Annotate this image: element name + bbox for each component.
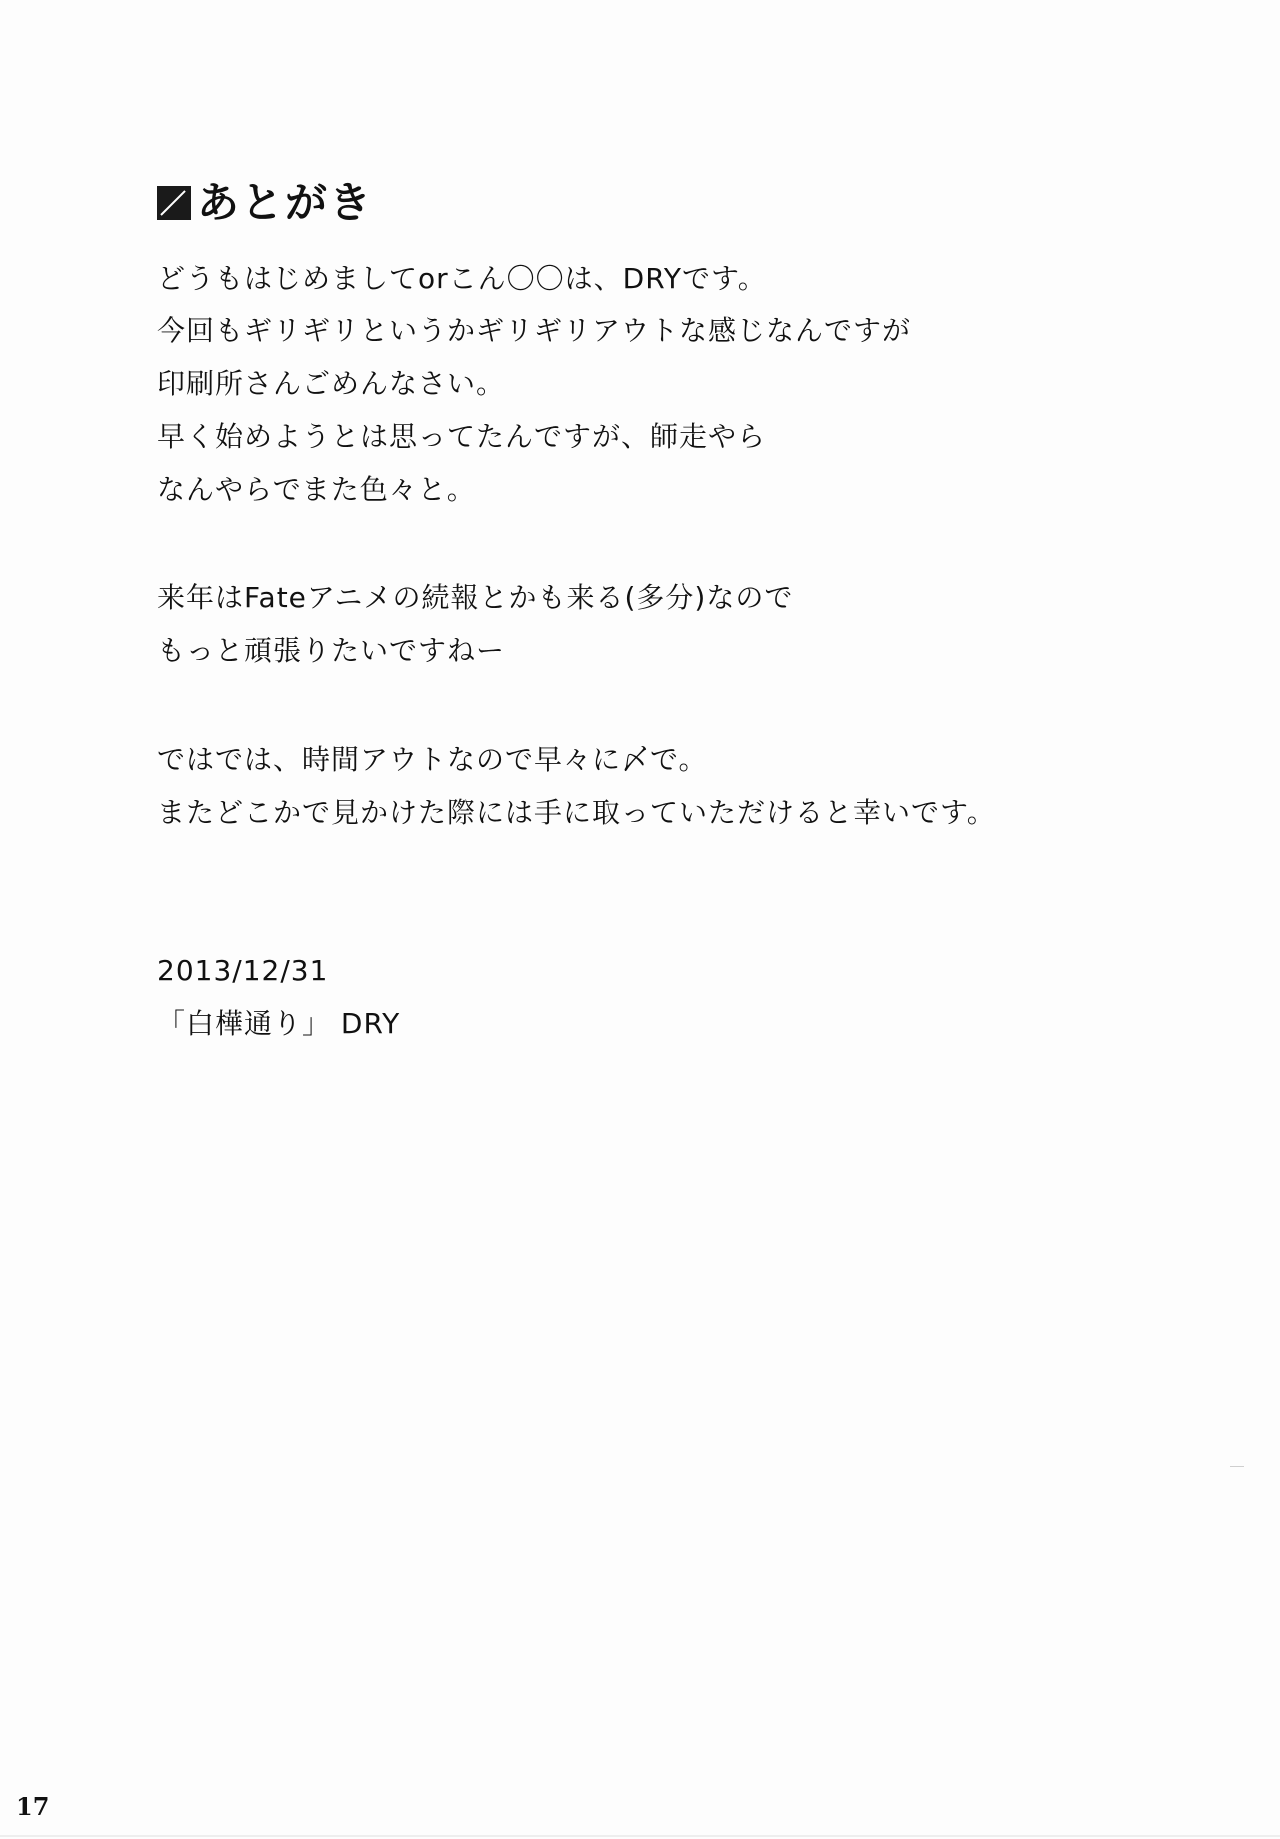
text-line: もっと頑張りたいですねー <box>157 634 506 667</box>
signature-date: 2013/12/31 <box>157 954 329 987</box>
heading-title: あとがき <box>197 178 374 227</box>
square-bullet-icon <box>157 186 191 220</box>
text-line: なんやらでまた色々と。 <box>157 473 476 506</box>
text-line: またどこかで見かけた際には手に取っていただけると幸いです。 <box>157 796 996 829</box>
scan-edge <box>0 1835 1280 1837</box>
text-line: 来年はFateアニメの続報とかも来る(多分)なので <box>157 581 794 614</box>
signature-author: 「白樺通り」 DRY <box>157 1007 401 1040</box>
text-line: 印刷所さんごめんなさい。 <box>157 367 506 400</box>
text-line: ではでは、時間アウトなので早々に〆で。 <box>157 743 708 776</box>
scan-speck <box>1230 1466 1244 1467</box>
page-number: 17 <box>16 1792 50 1821</box>
text-line: どうもはじめましてorこん〇〇は、DRYです。 <box>157 262 767 295</box>
afterword-heading <box>157 175 373 231</box>
text-line: 早く始めようとは思ってたんですが、師走やら <box>157 420 767 453</box>
text-line: 今回もギリギリというかギリギリアウトな感じなんですが <box>157 314 912 347</box>
